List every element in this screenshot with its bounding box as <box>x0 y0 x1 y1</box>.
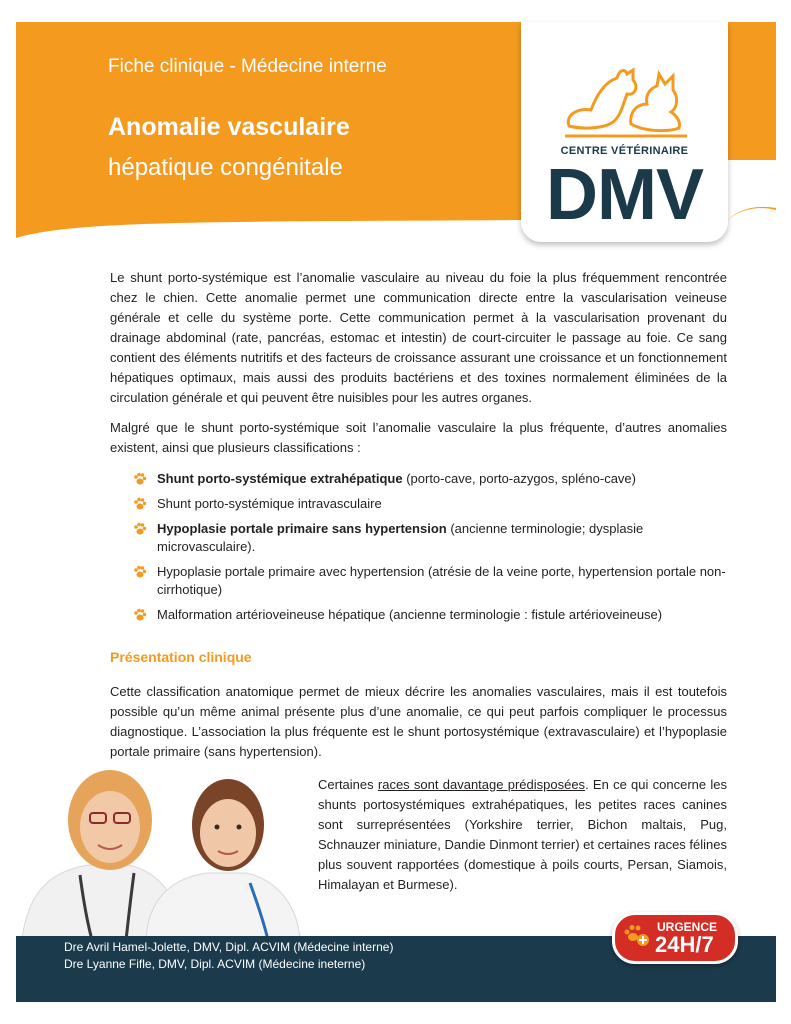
doctor-1: Dre Avril Hamel-Jolette, DMV, Dipl. ACVIM (Médecine interne) <box>64 940 394 954</box>
urgence-label: URGENCE <box>657 920 718 934</box>
breeds-text-rest: . En ce qui concerne les shunts portosystémiques extrahépatiques, les petites races canines sont surreprésentées (Yorkshire terrier, Bichon maltais, Pug, Schnauzer miniature, Dandie Dinmont terrier) et certaines races félines plus souvent rapportées (domestique à poils courts, Persan, Siamois, Himalayan et Burmese). <box>318 777 728 892</box>
paw-cross-icon <box>623 924 651 948</box>
doctors-photo <box>18 765 318 940</box>
doctor-2: Dre Lyanne Fifle, DMV, Dipl. ACVIM (Médecine ineterne) <box>64 957 366 971</box>
breeds-link[interactable]: races sont davantage prédisposées <box>377 777 586 792</box>
logo-dmv-text: DMV <box>546 155 703 235</box>
header-subtitle: Fiche clinique - Médecine interne <box>108 56 387 77</box>
list-item-bold: Shunt porto-systémique extrahépatique <box>157 471 403 486</box>
list-item-bold: Hypoplasie portale primaire sans hypertension <box>157 521 447 536</box>
intro-paragraph-2: Malgré que le shunt porto-systémique soit l’anomalie vasculaire la plus fréquente, d’autres anomalies existent, ainsi que plusieurs classifications : <box>110 420 727 455</box>
urgence-hours: 24H/7 <box>655 932 714 957</box>
paw-icon <box>133 472 147 486</box>
logo-centre-text: CENTRE VÉTÉRINAIRE <box>560 145 689 157</box>
urgence-badge[interactable] <box>612 912 738 964</box>
dog-cat-logo-icon <box>561 64 691 144</box>
classification-list <box>133 470 733 631</box>
breeds-text-start: Certaines <box>318 777 378 792</box>
intro-paragraph-1: Le shunt porto-systémique est l’anomalie vasculaire au niveau du foie la plus fréquemment rencontrée chez le chien. Cette anomalie permet une communication directe entre la vascularisation veineuse générale et celle du système porte. Cette communication permet à la vascularisation provenant du drainage abdominal (rate, pancréas, estomac et intestin) de court-circuiter le passage au foie. Ce sang contient des éléments nutritifs et des facteurs de croissance assurant une croissance et un fonctionnement hépatiques optimaux, mais aussi des produits bactériens et des toxines normalement éliminées de la circulation générale et qui peuvent être nuisibles pour les autres organes. <box>110 270 727 405</box>
list-item-text: (ancienne terminologie; dysplasie microvasculaire). <box>157 521 644 554</box>
paw-icon <box>133 522 147 536</box>
page-title: Anomalie vasculaire <box>108 113 350 141</box>
list-item-text: Hypoplasie portale primaire avec hypertension (atrésie de la veine porte, hypertension portale non-cirrhotique) <box>157 564 726 597</box>
list-item-text: Malformation artérioveineuse hépatique (ancienne terminologie : fistule artérioveineuse) <box>157 607 663 622</box>
logo-card <box>521 22 728 242</box>
page-title-line2: hépatique congénitale <box>108 154 343 181</box>
section-heading: Présentation clinique <box>110 649 252 665</box>
list-item-text: (porto-cave, porto-azygos, spléno-cave) <box>402 471 636 486</box>
list-item <box>133 563 733 599</box>
list-item <box>133 470 733 488</box>
breeds-paragraph <box>318 775 727 895</box>
paw-icon <box>133 608 147 622</box>
list-item <box>133 520 733 556</box>
paw-icon <box>133 565 147 579</box>
paw-icon <box>133 497 147 511</box>
list-item <box>133 606 733 624</box>
presentation-paragraph: Cette classification anatomique permet de mieux décrire les anomalies vasculaires, mais il est toutefois possible qu’un même animal présente plus d’une anomalie, ce qui peut parfois compliquer le processus diagnostique. L’association la plus fréquente est le shunt portosystémique (extravasculaire) et l’hypoplasie portale primaire (sans hypertension). <box>110 684 727 759</box>
list-item <box>133 495 733 513</box>
list-item-text: Shunt porto-systémique intravasculaire <box>157 496 382 511</box>
